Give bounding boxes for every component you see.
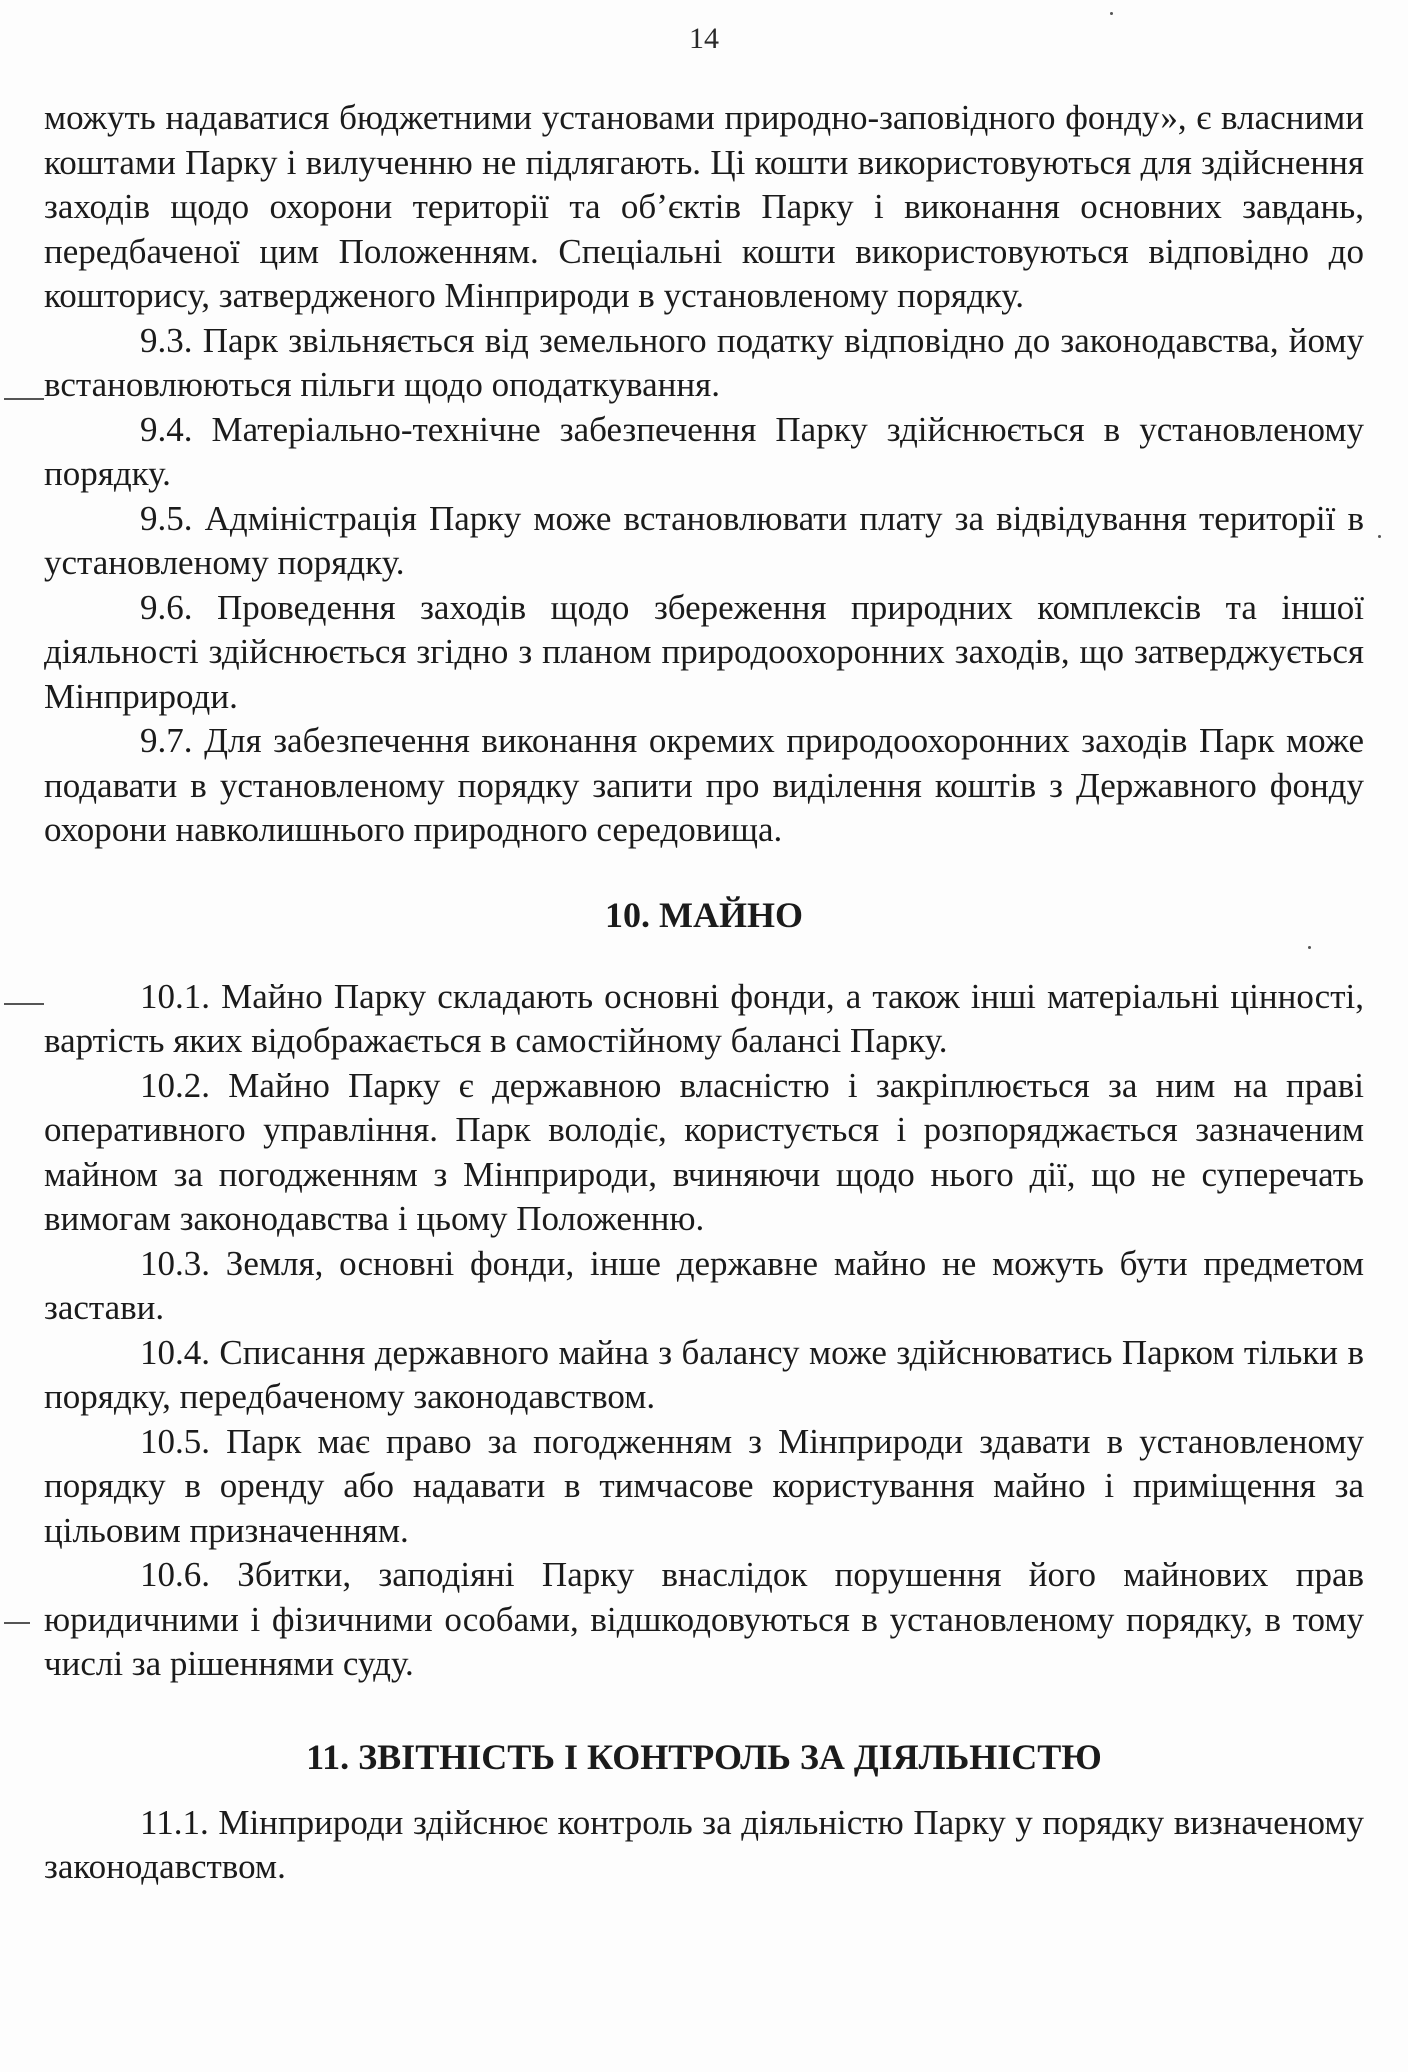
paragraph-10-3: 10.3. Земля, основні фонди, інше державне майно не можуть бути предметом застави. <box>44 1243 1364 1327</box>
paragraph-9-7: 9.7. Для забезпечення виконання окремих природоохоронних заходів Парк може подавати в установленому порядку запити про виділення коштів з Державного фонду охорони навколишнього природного середовища. <box>44 721 1364 849</box>
scan-margin-mark <box>4 398 44 400</box>
paragraph-11-1: 11.1. Мінприроди здійснює контроль за діяльністю Парку у порядку визначеному законодавством. <box>44 1802 1364 1886</box>
paragraph-9-5: 9.5. Адміністрація Парку може встановлювати плату за відвідування території в установленому порядку. <box>44 498 1364 582</box>
paragraph-10-6: 10.6. Збитки, заподіяні Парку внаслідок порушення його майнових прав юридичними і фізичними особами, відшкодовуються в установленому порядку, в тому числі за рішеннями суду. <box>44 1555 1364 1683</box>
scan-speck <box>1308 946 1311 949</box>
paragraph-9-4: 9.4. Матеріально-технічне забезпечення Парку здійснюється в установленому порядку. <box>44 409 1364 493</box>
paragraph-10-5: 10.5. Парк має право за погодженням з Мінприроди здавати в установленому порядку в оренду або надавати в тимчасове користування майно і приміщення за цільовим призначенням. <box>44 1421 1364 1550</box>
paragraph-10-1: 10.1. Майно Парку складають основні фонди, а також інші матеріальні цінності, вартість яких відображається в самостійному балансі Парку. <box>44 976 1364 1060</box>
paragraph-9-6: 9.6. Проведення заходів щодо збереження природних комплексів та іншої діяльності здійснюється згідно з планом природоохоронних заходів, що затверджується Мінприроди. <box>44 587 1364 716</box>
section-10-heading: 10. МАЙНО <box>605 894 803 935</box>
scan-speck <box>1110 12 1113 15</box>
scan-speck <box>1378 535 1381 538</box>
paragraph-9-3: 9.3. Парк звільняється від земельного податку відповідно до законодавства, йому встановлюються пільги щодо оподаткування. <box>44 320 1364 404</box>
page-number: 14 <box>689 22 719 55</box>
scan-margin-mark <box>4 1622 30 1624</box>
paragraph-9-2-continuation: можуть надаватися бюджетними установами природно-заповідного фонду», є власними коштами Парку і вилученню не підлягають. Ці кошти використовуються для здійснення заходів щодо охорони території та об’єктів Парку і виконання основних завдань, передбаченої цим Положенням. Спеціальні кошти використовуються відповідно до кошторису, затвердженого Мінприроди в установленому порядку. <box>44 98 1364 315</box>
page-body <box>44 96 1364 1890</box>
scan-margin-mark <box>4 1003 44 1005</box>
section-11-heading: 11. ЗВІТНІСТЬ І КОНТРОЛЬ ЗА ДІЯЛЬНІСТЮ <box>306 1736 1102 1777</box>
paragraph-10-4: 10.4. Списання державного майна з балансу може здійснюватись Парком тільки в порядку, передбаченому законодавством. <box>44 1332 1364 1416</box>
paragraph-10-2: 10.2. Майно Парку є державною власністю і закріплюється за ним на праві оперативного управління. Парк володіє, користується і розпоряджається зазначеним майном за погодженням з Мінприроди, вчиняючи щодо нього дії, що не суперечать вимогам законодавства і цьому Положенню. <box>44 1065 1364 1238</box>
